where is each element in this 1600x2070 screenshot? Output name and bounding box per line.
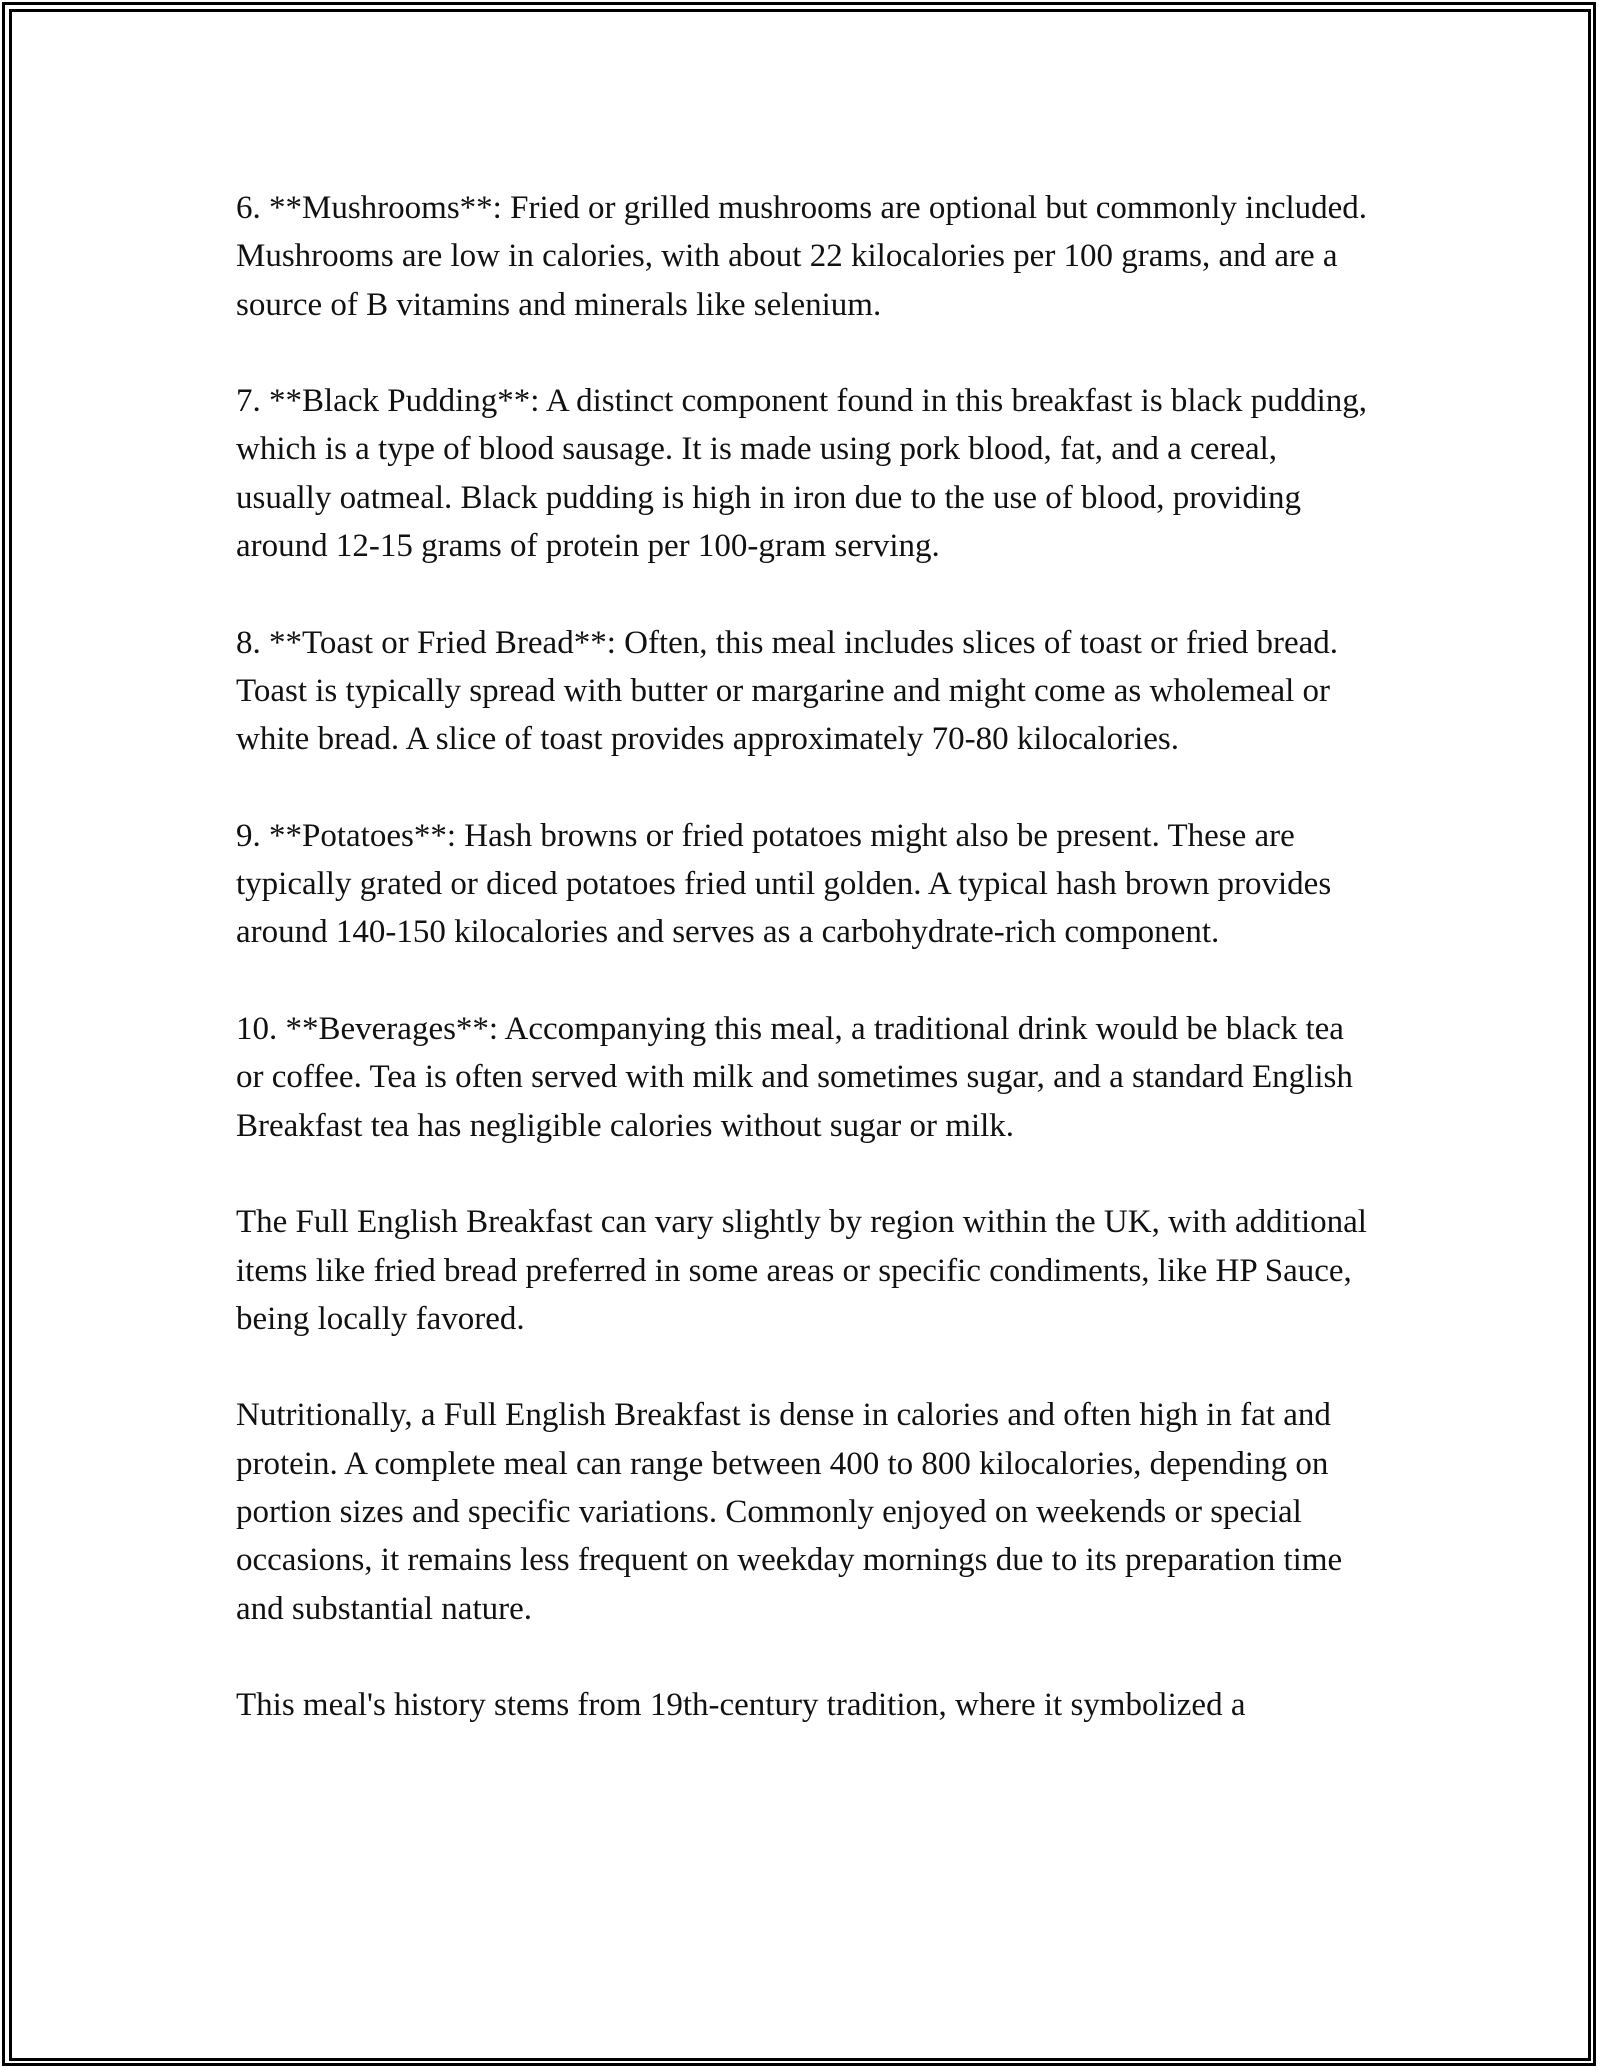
paragraph-black-pudding: 7. **Black Pudding**: A distinct component found in this breakfast is black pudding, which is a type of blood sausage. It is made using pork blood, fat, and a cereal, usually oatmeal. Black pudding is high in iron due to the use of blood, providing around 12-15 grams of protein per 100-gram serving.: [236, 383, 1368, 565]
paragraph-beverages: 10. **Beverages**: Accompanying this meal, a traditional drink would be black tea or coffee. Tea is often served with milk and sometimes sugar, and a standard English Breakfast tea has negligible calories without sugar or milk.: [236, 1011, 1353, 1144]
paragraph-potatoes: 9. **Potatoes**: Hash browns or fried potatoes might also be present. These are typically grated or diced potatoes fried until golden. A typical hash brown provides around 140-150 kilocalories and serves as a carbohydrate-rich component.: [236, 817, 1332, 951]
paragraph-nutrition: Nutritionally, a Full English Breakfast is dense in calories and often high in fat and protein. A complete meal can range between 400 to 800 kilocalories, depending on portion sizes and specific variations. Commonly enjoyed on weekends or special occasions, it remains less frequent on weekday mornings due to its preparation time and substantial nature.: [236, 1397, 1343, 1627]
paragraph-mushrooms: 6. **Mushrooms**: Fried or grilled mushrooms are optional but commonly included. Mushrooms are low in calories, with about 22 kilocalories per 100 grams, and are a source of B vitamins and minerals like selenium.: [236, 190, 1368, 323]
paragraph-toast: 8. **Toast or Fried Bread**: Often, this meal includes slices of toast or fried bread. Toast is typically spread with butter or margarine and might come as wholemeal or white bread. A slice of toast provides approximately 70-80 kilocalories.: [236, 624, 1338, 758]
paragraph-regional-variation: The Full English Breakfast can vary slightly by region within the UK, with additional items like fried bread preferred in some areas or specific condiments, like HP Sauce, being locally favored.: [236, 1204, 1367, 1337]
paragraph-history: This meal's history stems from 19th-century tradition, where it symbolized a: [236, 1687, 1246, 1724]
document-body: [236, 184, 1376, 1730]
